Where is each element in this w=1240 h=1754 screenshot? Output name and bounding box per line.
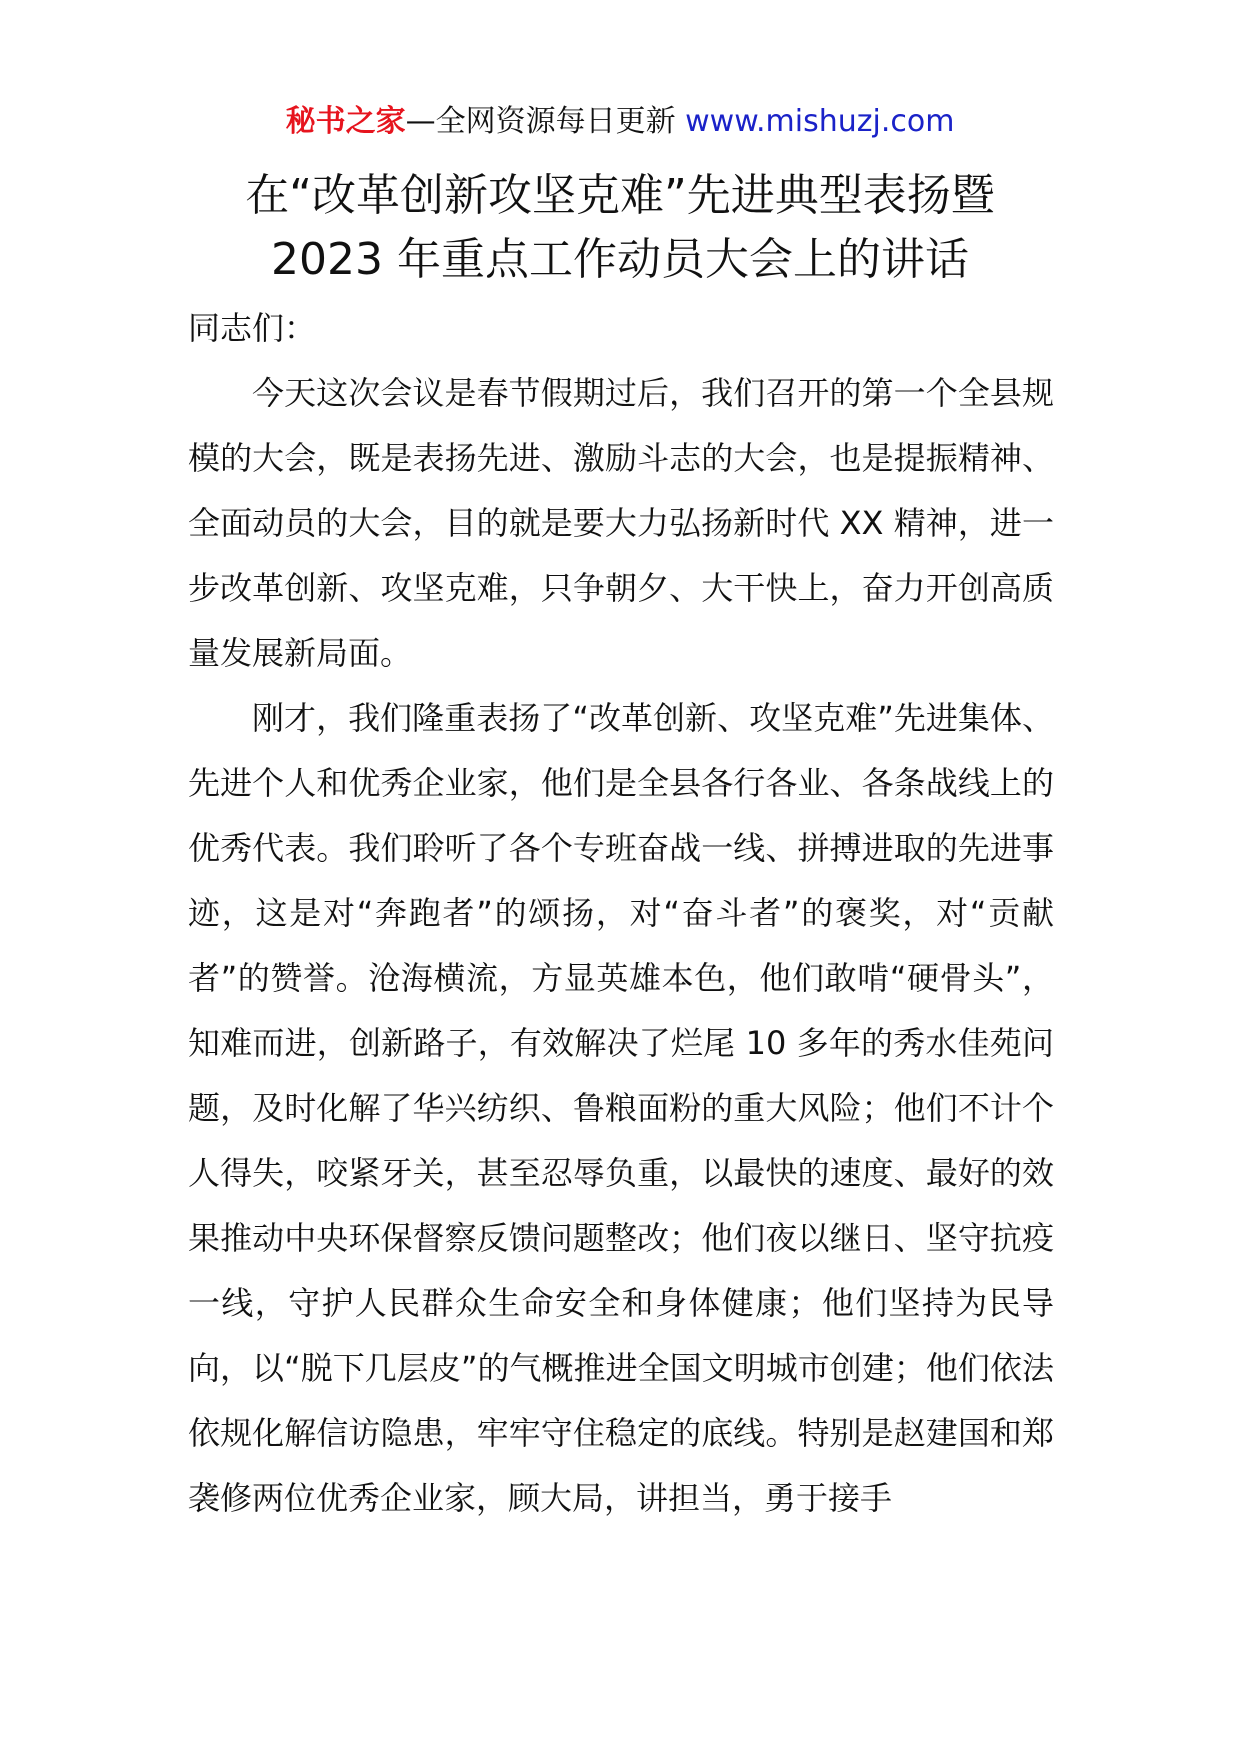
- document-body: [188, 296, 1054, 1531]
- site-header: [0, 100, 1240, 144]
- title-line-2: 2023 年重点工作动员大会上的讲话: [271, 234, 969, 285]
- header-tagline: —全网资源每日更新: [405, 104, 686, 139]
- title-line-1: 在“改革创新攻坚克难”先进典型表扬暨: [245, 170, 995, 221]
- salutation: 同志们：: [188, 309, 317, 347]
- site-url-link[interactable]: www.mishuzj.com: [685, 104, 955, 139]
- document-title: [140, 164, 1100, 292]
- paragraph-2: 刚才，我们隆重表扬了“改革创新、攻坚克难”先进集体、先进个人和优秀企业家，他们是全县各行各业、各条战线上的优秀代表。我们聆听了各个专班奋战一线、拼搏进取的先进事迹，这是对“奔跑者”的颂扬，对“奋斗者”的褒奖，对“贡献者”的赞誉。沧海横流，方显英雄本色，他们敢啃“硬骨头”，知难而进，创新路子，有效解决了烂尾 10 多年的秀水佳苑问题，及时化解了华兴纺织、鲁粮面粉的重大风险；他们不计个人得失，咬紧牙关，甚至忍辱负重，以最快的速度、最好的效果推动中央环保督察反馈问题整改；他们夜以继日、坚守抗疫一线，守护人民群众生命安全和身体健康；他们坚持为民导向，以“脱下几层皮”的气概推进全国文明城市创建；他们依法依规化解信访隐患，牢牢守住稳定的底线。特别是赵建国和郑袭修两位优秀企业家，顾大局，讲担当，勇于接手: [188, 699, 1054, 1517]
- brand-name: 秘书之家: [285, 104, 406, 139]
- paragraph-1: 今天这次会议是春节假期过后，我们召开的第一个全县规模的大会，既是表扬先进、激励斗志的大会，也是提振精神、全面动员的大会，目的就是要大力弘扬新时代 XX 精神，进一步改革创新、攻坚克难，只争朝夕、大干快上，奋力开创高质量发展新局面。: [188, 374, 1054, 672]
